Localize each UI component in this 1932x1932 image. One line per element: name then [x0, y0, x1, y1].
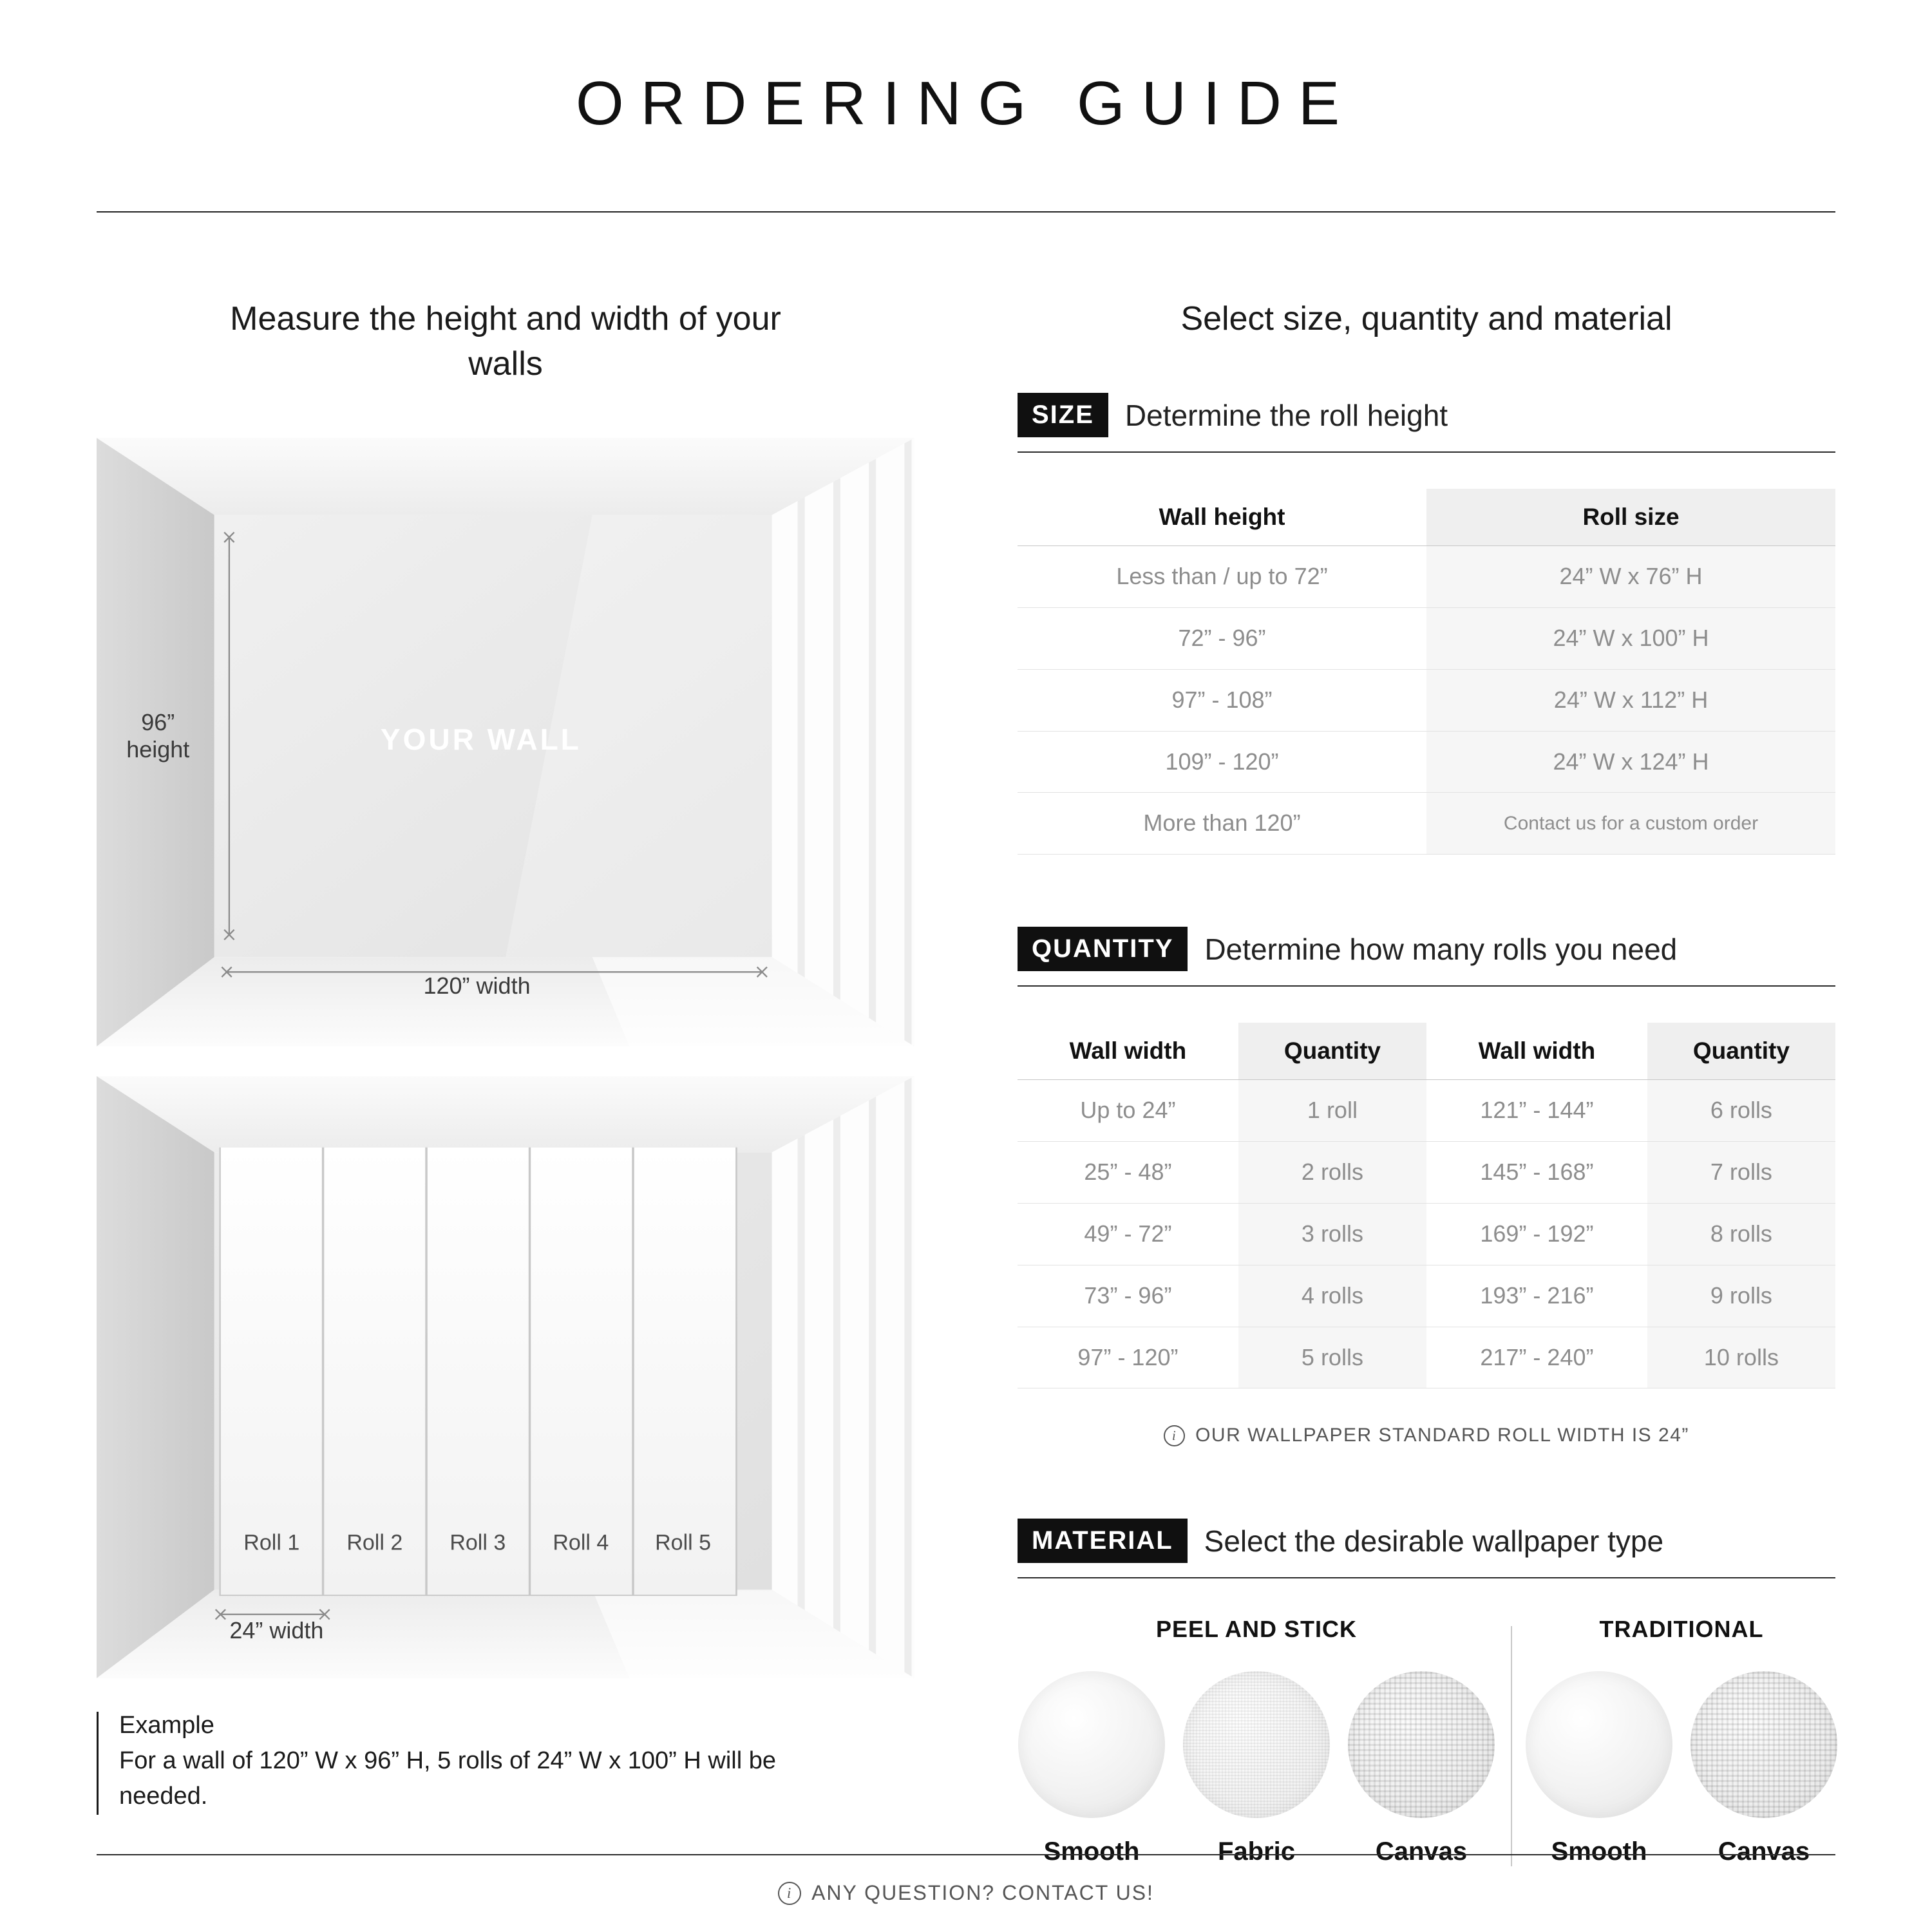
size-row — [1018, 732, 1835, 793]
custom-order-text: Contact us for a custom order — [1503, 813, 1759, 835]
swatch-peel-canvas — [1348, 1671, 1495, 1866]
select-heading: Select size, quantity and material — [1180, 300, 1672, 337]
size-row-roll: 24” W x 100” H — [1426, 608, 1835, 669]
quantity-row — [1018, 1080, 1835, 1142]
material-section-header — [1018, 1519, 1835, 1578]
size-subtitle: Determine the roll height — [1124, 398, 1448, 432]
qty-wall: 169” - 192” — [1480, 1220, 1594, 1247]
quantity-col-quantity-1: Quantity — [1238, 1023, 1426, 1079]
roll-1-label: Roll 1 — [243, 1530, 300, 1555]
size-row-wall: 109” - 120” — [1165, 748, 1279, 775]
roll-3-label: Roll 3 — [450, 1530, 506, 1555]
quantity-section-header — [1018, 927, 1835, 987]
size-row-roll: 24” W x 112” H — [1426, 670, 1835, 731]
info-icon: i — [1164, 1425, 1185, 1446]
qty-wall: 97” - 120” — [1077, 1343, 1179, 1370]
size-badge: SIZE — [1018, 393, 1108, 437]
qty-rolls: 10 rolls — [1647, 1327, 1835, 1388]
qty-rolls: 1 roll — [1238, 1080, 1426, 1141]
wall-height-word: height — [126, 736, 190, 763]
qty-rolls: 3 rolls — [1238, 1204, 1426, 1265]
qty-wall: 121” - 144” — [1480, 1097, 1594, 1124]
smooth-texture-swatch — [1018, 1671, 1165, 1818]
quantity-col-quantity-2: Quantity — [1647, 1023, 1835, 1079]
quantity-table — [1018, 1023, 1835, 1388]
size-section — [1018, 393, 1835, 855]
qty-rolls: 4 rolls — [1238, 1265, 1426, 1327]
material-group-peel-and-stick — [1018, 1616, 1495, 1866]
size-row — [1018, 608, 1835, 670]
wall-width-label: 120” width — [423, 972, 531, 999]
material-group-traditional — [1528, 1616, 1835, 1866]
roll-5-label: Roll 5 — [655, 1530, 712, 1555]
smooth-texture-swatch — [1526, 1671, 1672, 1818]
size-row-roll: 24” W x 76” H — [1426, 546, 1835, 607]
material-subtitle: Select the desirable wallpaper type — [1204, 1524, 1664, 1558]
size-section-header — [1018, 393, 1835, 453]
page-title: ORDERING GUIDE — [575, 69, 1357, 138]
size-table-header — [1018, 489, 1835, 546]
swatch-peel-smooth — [1018, 1671, 1165, 1866]
room-illustration-your-wall — [97, 438, 914, 1046]
size-col-roll-size: Roll size — [1426, 489, 1835, 545]
roll-width-note-text: OUR WALLPAPER STANDARD ROLL WIDTH IS 24” — [1195, 1425, 1689, 1446]
material-divider — [1511, 1626, 1512, 1866]
qty-wall: 217” - 240” — [1480, 1343, 1594, 1370]
swatch-label-smooth: Smooth — [1551, 1837, 1647, 1866]
info-icon: i — [778, 1882, 801, 1905]
select-column — [1018, 296, 1835, 1866]
qty-rolls: 9 rolls — [1647, 1265, 1835, 1327]
roll-2-label: Roll 2 — [346, 1530, 403, 1555]
qty-wall: 193” - 216” — [1480, 1282, 1594, 1309]
qty-rolls: 5 rolls — [1238, 1327, 1426, 1388]
quantity-badge: QUANTITY — [1018, 927, 1188, 971]
material-badge: MATERIAL — [1018, 1519, 1188, 1563]
swatch-label-canvas: Canvas — [1375, 1837, 1468, 1866]
qty-wall: 25” - 48” — [1084, 1159, 1172, 1186]
roll-width-label: 24” width — [229, 1616, 324, 1643]
material-groups — [1018, 1616, 1835, 1866]
rolls-drawing — [97, 1076, 914, 1678]
example-block — [97, 1712, 837, 1814]
example-text: For a wall of 120” W x 96” H, 5 rolls of 24” W x 100” H will be needed. — [119, 1747, 776, 1810]
room-illustration-rolls — [97, 1076, 914, 1678]
swatch-label-fabric: Fabric — [1217, 1837, 1296, 1866]
example-title: Example — [119, 1712, 214, 1739]
footer-note: ANY QUESTION? CONTACT US! — [811, 1881, 1154, 1904]
size-row-wall: More than 120” — [1143, 810, 1301, 837]
qty-rolls: 8 rolls — [1647, 1204, 1835, 1265]
qty-rolls: 2 rolls — [1238, 1142, 1426, 1203]
qty-wall: Up to 24” — [1080, 1097, 1176, 1124]
roll-width-note — [1018, 1425, 1835, 1446]
size-col-wall-height: Wall height — [1159, 504, 1285, 531]
size-row — [1018, 670, 1835, 732]
measure-column — [97, 296, 914, 1866]
swatch-label-smooth: Smooth — [1043, 1837, 1140, 1866]
quantity-row — [1018, 1142, 1835, 1204]
wall-height-value: 96” — [141, 709, 175, 736]
size-row-wall: Less than / up to 72” — [1116, 563, 1328, 590]
swatch-traditional-canvas — [1690, 1671, 1837, 1866]
traditional-label: TRADITIONAL — [1599, 1616, 1764, 1643]
quantity-col-wall-width-2: Wall width — [1426, 1023, 1647, 1079]
wall-height-label — [126, 709, 189, 763]
size-row-roll — [1426, 793, 1835, 854]
canvas-texture-swatch — [1348, 1671, 1495, 1818]
quantity-col-wall-width-1: Wall width — [1018, 1023, 1238, 1079]
swatch-peel-fabric — [1183, 1671, 1330, 1866]
size-row-wall: 97” - 108” — [1171, 686, 1273, 713]
measure-heading: Measure the height and width of your walls — [230, 300, 781, 383]
quantity-table-header — [1018, 1023, 1835, 1080]
size-row-wall: 72” - 96” — [1178, 625, 1266, 652]
qty-wall: 145” - 168” — [1480, 1159, 1594, 1186]
canvas-texture-swatch — [1690, 1671, 1837, 1818]
quantity-row — [1018, 1327, 1835, 1389]
title-divider — [97, 211, 1835, 213]
your-wall-label: YOUR WALL — [380, 723, 582, 757]
size-row-roll: 24” W x 124” H — [1426, 732, 1835, 793]
quantity-row — [1018, 1204, 1835, 1265]
quantity-row — [1018, 1265, 1835, 1327]
fabric-texture-swatch — [1183, 1671, 1330, 1818]
peel-and-stick-label: PEEL AND STICK — [1155, 1616, 1358, 1643]
size-table — [1018, 489, 1835, 855]
swatch-label-canvas: Canvas — [1718, 1837, 1810, 1866]
swatch-traditional-smooth — [1526, 1671, 1672, 1866]
qty-rolls: 6 rolls — [1647, 1080, 1835, 1141]
roll-4-label: Roll 4 — [553, 1530, 609, 1555]
quantity-section — [1018, 927, 1835, 1446]
qty-wall: 73” - 96” — [1084, 1282, 1172, 1309]
qty-wall: 49” - 72” — [1084, 1220, 1172, 1247]
size-row — [1018, 793, 1835, 855]
material-section — [1018, 1519, 1835, 1866]
quantity-subtitle: Determine how many rolls you need — [1204, 932, 1678, 966]
footer — [97, 1854, 1835, 1905]
size-row — [1018, 546, 1835, 608]
qty-rolls: 7 rolls — [1647, 1142, 1835, 1203]
